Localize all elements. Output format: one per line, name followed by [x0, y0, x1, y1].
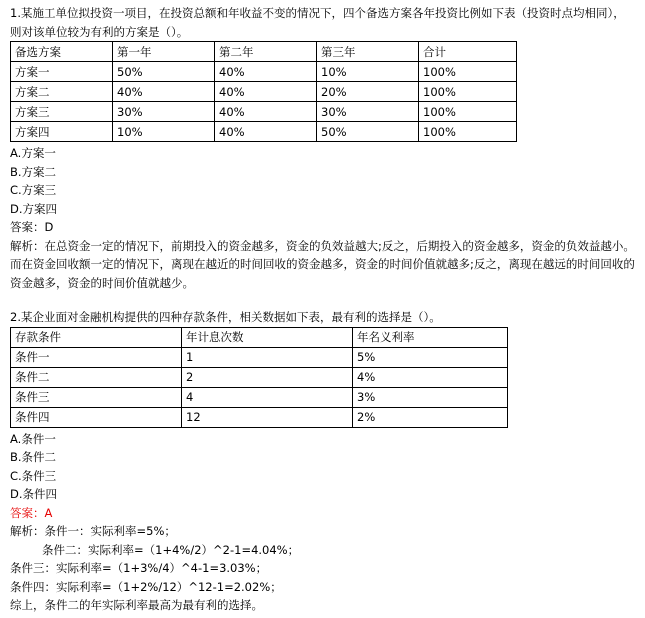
q1-option-d: D.方案四 [10, 201, 58, 216]
table-cell: 50% [317, 122, 419, 142]
table-cell: 10% [317, 62, 419, 82]
table-header-cell: 备选方案 [11, 42, 113, 62]
table-cell: 100% [419, 62, 517, 82]
table-cell: 40% [215, 82, 317, 102]
table-cell: 50% [113, 62, 215, 82]
table-cell: 2 [182, 367, 353, 387]
table-cell: 30% [317, 102, 419, 122]
q2-table [10, 327, 508, 428]
table-cell: 2% [353, 407, 508, 427]
table-cell: 40% [215, 62, 317, 82]
table-cell: 40% [215, 122, 317, 142]
q2-analysis-line: 条件二：实际利率=（1+4%/2）^2-1=4.04%； [42, 542, 300, 557]
table-cell: 条件四 [11, 407, 182, 427]
table-row [11, 122, 517, 142]
table-cell: 40% [215, 102, 317, 122]
table-cell: 100% [419, 102, 517, 122]
q2-analysis-line: 解析：条件一：实际利率=5%； [10, 524, 176, 538]
table-cell: 3% [353, 387, 508, 407]
q2-option-d: D.条件四 [10, 487, 58, 501]
table-row [11, 347, 508, 367]
table-row [11, 62, 517, 82]
q1-answer: 答案：D [10, 220, 54, 234]
table-header-cell: 年计息次数 [182, 327, 353, 347]
table-row [11, 367, 508, 387]
table-cell: 条件三 [11, 387, 182, 407]
table-cell: 20% [317, 82, 419, 102]
q1-option-c: C.方案三 [10, 183, 57, 197]
q1-title: 1.某施工单位拟投资一项目，在投资总额和年收益不变的情况下，四个备选方案各年投资比例如下表（投资时点均相同），则对该单位较为有利的方案是（）。 [10, 6, 625, 39]
q2-option-c: C.条件三 [10, 468, 57, 483]
table-row [11, 407, 508, 427]
table-header-cell: 存款条件 [11, 327, 182, 347]
q2-option-a: A.条件一 [10, 431, 56, 446]
q2-analysis-line: 条件三：实际利率=（1+3%/4）^4-1=3.03%； [10, 561, 268, 575]
q1-table [10, 41, 517, 142]
table-cell: 40% [113, 82, 215, 102]
q2-option-b: B.条件二 [10, 450, 57, 464]
table-cell: 12 [182, 407, 353, 427]
table-cell: 方案一 [11, 62, 113, 82]
q2-answer: 答案：A [10, 505, 53, 520]
q2-analysis-line: 条件四：实际利率=（1+2%/12）^12-1=2.02%； [10, 579, 282, 594]
q2-title: 2.某企业面对金融机构提供的四种存款条件，相关数据如下表，最有利的选择是（）。 [10, 310, 441, 324]
q1-option-a: A.方案一 [10, 146, 56, 160]
q2-analysis-conclusion: 综上，条件二的年实际利率最高为最有利的选择。 [10, 598, 263, 612]
table-cell: 方案二 [11, 82, 113, 102]
table-row [11, 82, 517, 102]
q1-option-b: B.方案二 [10, 164, 57, 179]
table-header-row [11, 327, 508, 347]
table-cell: 100% [419, 122, 517, 142]
table-header-cell: 第三年 [317, 42, 419, 62]
section-spacer [10, 292, 635, 308]
table-header-row [11, 42, 517, 62]
q1-analysis: 解析：在总资金一定的情况下，前期投入的资金越多，资金的负效益越大;反之，后期投入的资金越多，资金的负效益越小。而在资金回收额一定的情况下，离现在越近的时间回收的资金越多，资金的时间价值就越多;反之，离现在越远的时间回收的资金越多，资金的时间价值就越少。 [10, 238, 635, 290]
table-header-cell: 第一年 [113, 42, 215, 62]
table-cell: 5% [353, 347, 508, 367]
table-header-cell: 合计 [419, 42, 517, 62]
table-cell: 1 [182, 347, 353, 367]
table-cell: 10% [113, 122, 215, 142]
table-header-cell: 年名义利率 [353, 327, 508, 347]
table-cell: 方案三 [11, 102, 113, 122]
table-cell: 4 [182, 387, 353, 407]
table-row [11, 387, 508, 407]
table-cell: 100% [419, 82, 517, 102]
table-header-cell: 第二年 [215, 42, 317, 62]
table-cell: 方案四 [11, 122, 113, 142]
table-cell: 4% [353, 367, 508, 387]
table-row [11, 102, 517, 122]
table-cell: 30% [113, 102, 215, 122]
table-cell: 条件一 [11, 347, 182, 367]
table-cell: 条件二 [11, 367, 182, 387]
